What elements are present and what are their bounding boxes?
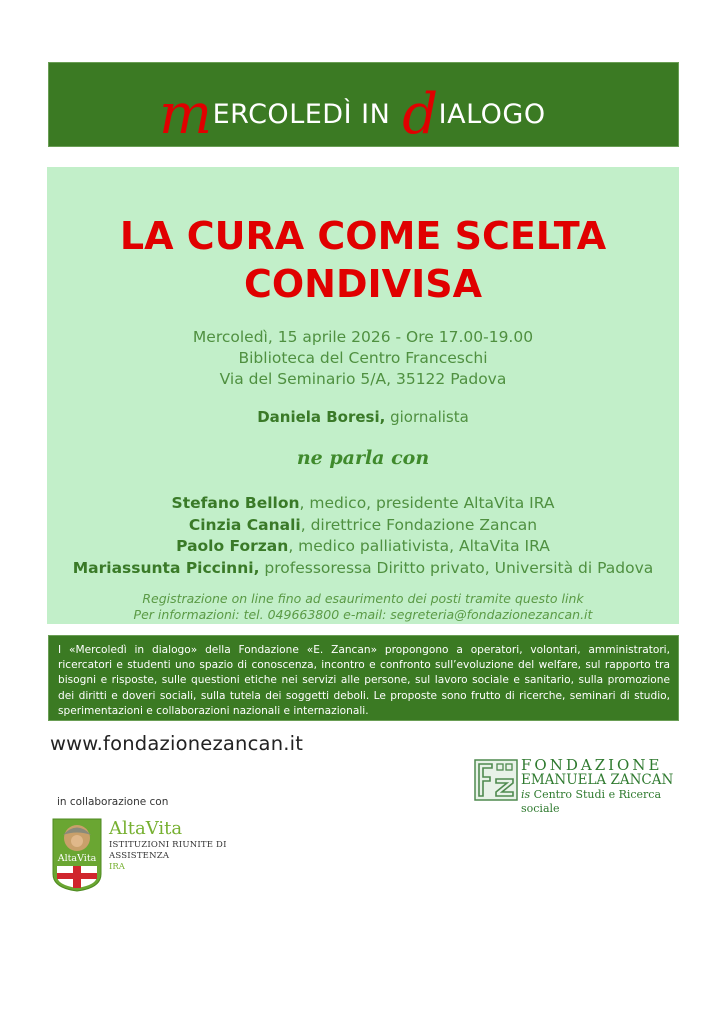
speaker-name: Paolo Forzan: [176, 537, 289, 555]
discusses-with-label: ne parla con: [296, 447, 430, 469]
fondazione-zancan-logo: [474, 756, 679, 815]
zancan-wordmark: [521, 757, 679, 816]
speaker-item: [47, 536, 679, 558]
altavita-acronym: IRA: [109, 862, 125, 872]
moderator-name: Daniela Boresi,: [257, 408, 386, 426]
zancan-is-prefix: is: [521, 788, 531, 801]
event-date-time: Mercoledì, 15 aprile 2026 - Ore 17.00-19.00: [192, 328, 534, 346]
series-initial-m: m: [159, 82, 213, 147]
registration-link[interactable]: Registrazione on line fino ad esaurimento dei posti tramite questo link: [142, 591, 584, 606]
event-address: Via del Seminario 5/A, 35122 Padova: [219, 370, 507, 388]
zancan-line1: FONDAZIONE: [521, 756, 663, 774]
series-header-band: [48, 62, 679, 147]
series-initial-d: d: [402, 82, 439, 147]
event-title-line1: LA CURA COME SCELTA: [119, 214, 607, 258]
event-info: [47, 327, 679, 390]
moderator-role: giornalista: [385, 408, 469, 426]
registration-info: [47, 591, 679, 623]
speakers-list: [47, 493, 679, 579]
altavita-name: AltaVita: [109, 818, 183, 839]
speaker-item: [47, 515, 679, 537]
altavita-shield-icon: [52, 818, 102, 892]
series-title: [159, 77, 546, 147]
fz-monogram-icon: [474, 759, 518, 801]
zancan-tagline: Centro Studi e Ricerca sociale: [521, 788, 662, 815]
about-series-box: [48, 635, 679, 721]
altavita-subtitle: ISTITUZIONI RIUNITE DI ASSISTENZA: [109, 840, 227, 861]
speaker-role: , medico palliativista, AltaVita IRA: [288, 537, 550, 555]
website-link[interactable]: www.fondazionezancan.it: [50, 732, 304, 755]
altavita-wordmark: [109, 818, 282, 873]
altavita-logo: [52, 818, 282, 894]
series-title-part1: ERCOLEDÌ IN: [212, 99, 391, 130]
speaker-name: Mariassunta Piccinni,: [72, 558, 260, 577]
zancan-line3: [521, 788, 679, 816]
event-details-box: [47, 167, 679, 624]
event-venue: Biblioteca del Centro Franceschi: [238, 349, 488, 367]
speaker-role: , medico, presidente AltaVita IRA: [299, 494, 555, 512]
about-series-text: I «Mercoledì in dialogo» della Fondazione «E. Zancan» propongono a operatori, volontari, amministratori, ricercatori e studenti uno spazio di conoscenza, incontro e confronto sull’evoluzione del welfare, sul rapporto tra bisogni e risposte, sulle questioni etiche nei servizi alle persone, sul lavoro sociale e sanitario, sulla promozione dei diritti e doveri sociali, sulla tutela dei soggetti deboli. Le proposte sono frutto di ricerche, seminari di studio, sperimentazioni e collaborazioni nazionali e internazionali.: [58, 644, 670, 717]
series-title-part2: IALOGO: [438, 99, 546, 130]
collaboration-label: in collaborazione con: [57, 796, 169, 808]
speaker-role: , direttrice Fondazione Zancan: [300, 515, 538, 534]
event-title: [47, 212, 679, 308]
speaker-name: Stefano Bellon: [171, 494, 300, 512]
moderator: [47, 408, 679, 426]
event-title-line2: CONDIVISA: [243, 262, 482, 306]
zancan-line2: EMANUELA ZANCAN: [521, 772, 674, 788]
speaker-item: [47, 558, 679, 580]
speaker-name: Cinzia Canali: [188, 515, 301, 534]
contact-info: Per informazioni: tel. 049663800 e-mail: segreteria@fondazionezancan.it: [133, 607, 593, 622]
speaker-role: professoressa Diritto privato, Università di Padova: [259, 558, 654, 577]
svg-text:AltaVita: AltaVita: [57, 853, 97, 864]
speaker-item: [47, 493, 679, 515]
